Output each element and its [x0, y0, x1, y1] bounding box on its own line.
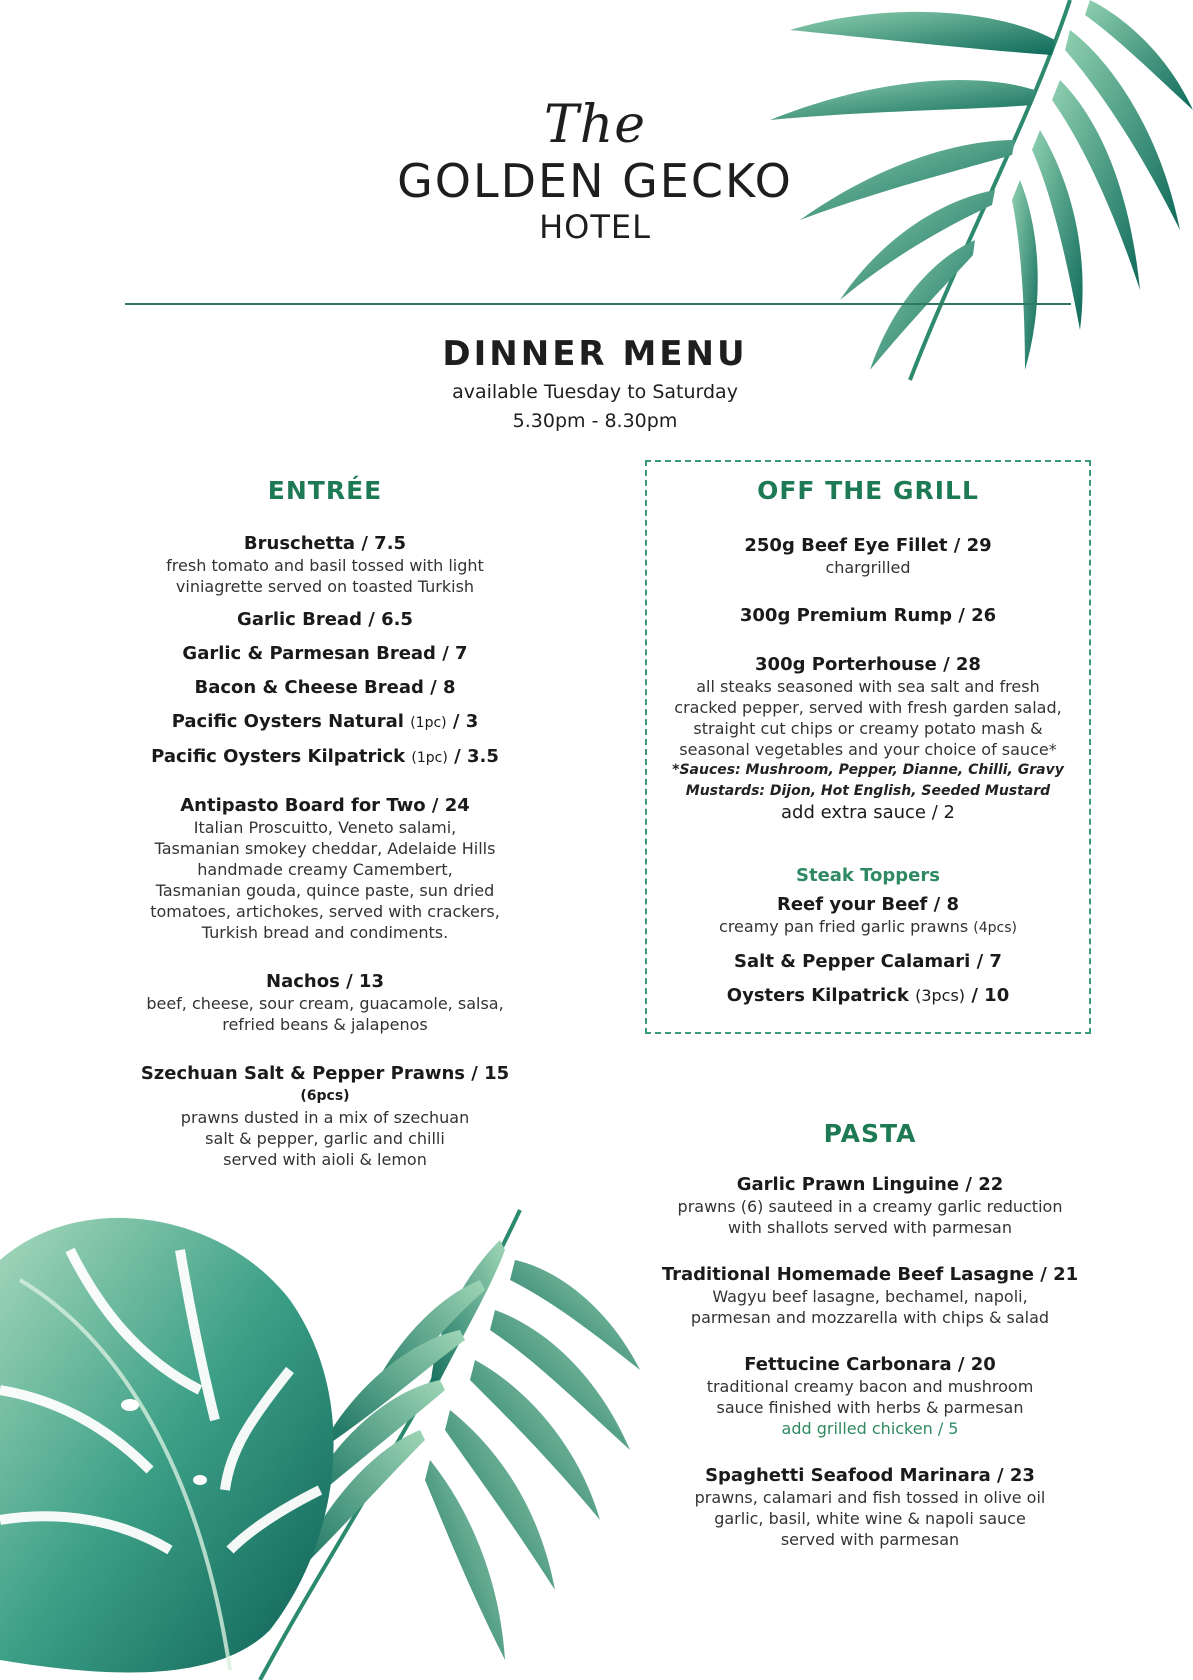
item-name: 300g Porterhouse / 28 [755, 654, 981, 675]
menu-item-bruschetta [140, 533, 510, 597]
item-desc: beef, cheese, sour cream, guacamole, salsa, [146, 994, 504, 1013]
item-addon: add grilled chicken / 5 [781, 1419, 959, 1438]
item-name: Traditional Homemade Beef Lasagne / 21 [661, 1264, 1079, 1285]
pasta-title: PASTA [823, 1119, 917, 1148]
hotel-logo [380, 95, 810, 247]
monstera-leaf-bottom-left-icon [0, 1190, 660, 1680]
item-qty: (1pc) [410, 715, 447, 731]
item-qty: (4pcs) [973, 920, 1017, 936]
item-desc: seasonal vegetables and your choice of sauce* [679, 740, 1057, 759]
palm-frond-bottom-icon [260, 1210, 640, 1680]
item-name: Pacific Oysters Natural [171, 711, 404, 732]
item-qty: (6pcs) [300, 1088, 350, 1104]
grill-section [645, 475, 1091, 1007]
item-desc: Turkish bread and condiments. [201, 923, 449, 942]
menu-item-eye-fillet [645, 535, 1091, 578]
item-desc: traditional creamy bacon and mushroom [706, 1377, 1034, 1396]
menu-item-porterhouse [645, 654, 1091, 824]
item-desc: handmade creamy Camembert, [197, 860, 453, 879]
item-desc: all steaks seasoned with sea salt and fresh [696, 677, 1040, 696]
entree-title: ENTRÉE [267, 476, 383, 505]
entree-section [140, 475, 510, 1170]
header-divider [125, 303, 1071, 305]
page-title: DINNER MENU [442, 334, 748, 374]
item-name: Bruschetta / 7.5 [243, 533, 407, 554]
topper-salt-pepper-calamari: Salt & Pepper Calamari / 7 [734, 951, 1002, 972]
item-desc: viniagrette served on toasted Turkish [175, 577, 475, 596]
menu-item-oysters-kilpatrick [140, 746, 510, 769]
logo-name: GOLDEN GECKO [397, 154, 793, 208]
item-desc: served with aioli & lemon [223, 1150, 427, 1169]
item-desc: cracked pepper, served with fresh garden salad, [674, 698, 1062, 717]
item-desc [645, 916, 1091, 939]
item-desc: parmesan and mozzarella with chips & salad [690, 1308, 1050, 1327]
item-desc: sauce finished with herbs & parmesan [716, 1398, 1024, 1417]
item-desc: chargrilled [825, 558, 911, 577]
item-price: / 3 [452, 711, 479, 732]
item-desc: Italian Proscuitto, Veneto salami, [193, 818, 457, 837]
availability-text: available Tuesday to Saturday [452, 381, 738, 403]
mustards-note: Mustards: Dijon, Hot English, Seeded Mustard [685, 783, 1051, 799]
logo-hotel: HOTEL [539, 208, 651, 246]
pasta-section [660, 1118, 1080, 1550]
item-desc: salt & pepper, garlic and chilli [205, 1129, 445, 1148]
item-name: Fettucine Carbonara / 20 [744, 1354, 996, 1375]
item-name: Pacific Oysters Kilpatrick [151, 746, 406, 767]
item-desc-text: creamy pan fried garlic prawns [719, 917, 969, 936]
item-price: / 3.5 [454, 746, 499, 767]
menu-item-seafood-marinara [660, 1465, 1080, 1550]
menu-item-szechuan-prawns [140, 1063, 510, 1170]
menu-item-antipasto-board [140, 795, 510, 943]
hours-text: 5.30pm - 8.30pm [512, 410, 678, 432]
steak-toppers-title: Steak Toppers [796, 865, 940, 886]
item-desc: fresh tomato and basil tossed with light [166, 556, 484, 575]
item-name: Antipasto Board for Two / 24 [180, 795, 470, 816]
menu-item-garlic-bread: Garlic Bread / 6.5 [237, 609, 413, 630]
menu-item-garlic-prawn-linguine [660, 1174, 1080, 1238]
menu-item-garlic-parmesan-bread: Garlic & Parmesan Bread / 7 [182, 643, 468, 664]
item-desc: tomatoes, artichokes, served with crackers, [150, 902, 500, 921]
sauces-note: *Sauces: Mushroom, Pepper, Dianne, Chilli, Gravy [672, 762, 1064, 778]
item-name: Reef your Beef / 8 [776, 894, 960, 915]
item-name: Spaghetti Seafood Marinara / 23 [705, 1465, 1035, 1486]
menu-item-nachos [140, 971, 510, 1035]
item-qty: (1pc) [411, 750, 448, 766]
item-desc: straight cut chips or creamy potato mash & [693, 719, 1043, 738]
item-desc: refried beans & jalapenos [222, 1015, 428, 1034]
item-name: Szechuan Salt & Pepper Prawns / 15 [140, 1063, 510, 1084]
item-desc: Tasmanian smokey cheddar, Adelaide Hills [154, 839, 496, 858]
grill-title: OFF THE GRILL [757, 476, 979, 505]
topper-reef-your-beef [645, 894, 1091, 939]
item-desc: Wagyu beef lasagne, bechamel, napoli, [712, 1287, 1028, 1306]
menu-item-premium-rump: 300g Premium Rump / 26 [739, 605, 997, 626]
menu-item-beef-lasagne [660, 1264, 1080, 1328]
item-desc: garlic, basil, white wine & napoli sauce [714, 1509, 1026, 1528]
item-desc: with shallots served with parmesan [728, 1218, 1012, 1237]
item-desc: served with parmesan [780, 1530, 960, 1549]
item-name: Nachos / 13 [266, 971, 384, 992]
extra-sauce: add extra sauce / 2 [781, 802, 955, 823]
item-name: Garlic Prawn Linguine / 22 [736, 1174, 1004, 1195]
item-name: Oysters Kilpatrick [726, 985, 909, 1006]
item-price: / 10 [971, 985, 1010, 1006]
item-desc: prawns dusted in a mix of szechuan [180, 1108, 470, 1127]
item-desc: Tasmanian gouda, quince paste, sun dried [155, 881, 495, 900]
logo-the: The [544, 95, 646, 155]
topper-oysters-kilpatrick [645, 985, 1091, 1007]
menu-item-bacon-cheese-bread: Bacon & Cheese Bread / 8 [194, 677, 456, 698]
item-desc: prawns, calamari and fish tossed in olive oil [694, 1488, 1046, 1507]
menu-item-fettucine-carbonara [660, 1354, 1080, 1439]
menu-item-oysters-natural [140, 711, 510, 734]
item-qty: (3pcs) [915, 986, 966, 1005]
item-name: 250g Beef Eye Fillet / 29 [744, 535, 992, 556]
palm-leaf-top-right-icon [770, 0, 1193, 390]
item-desc: prawns (6) sauteed in a creamy garlic reduction [677, 1197, 1063, 1216]
